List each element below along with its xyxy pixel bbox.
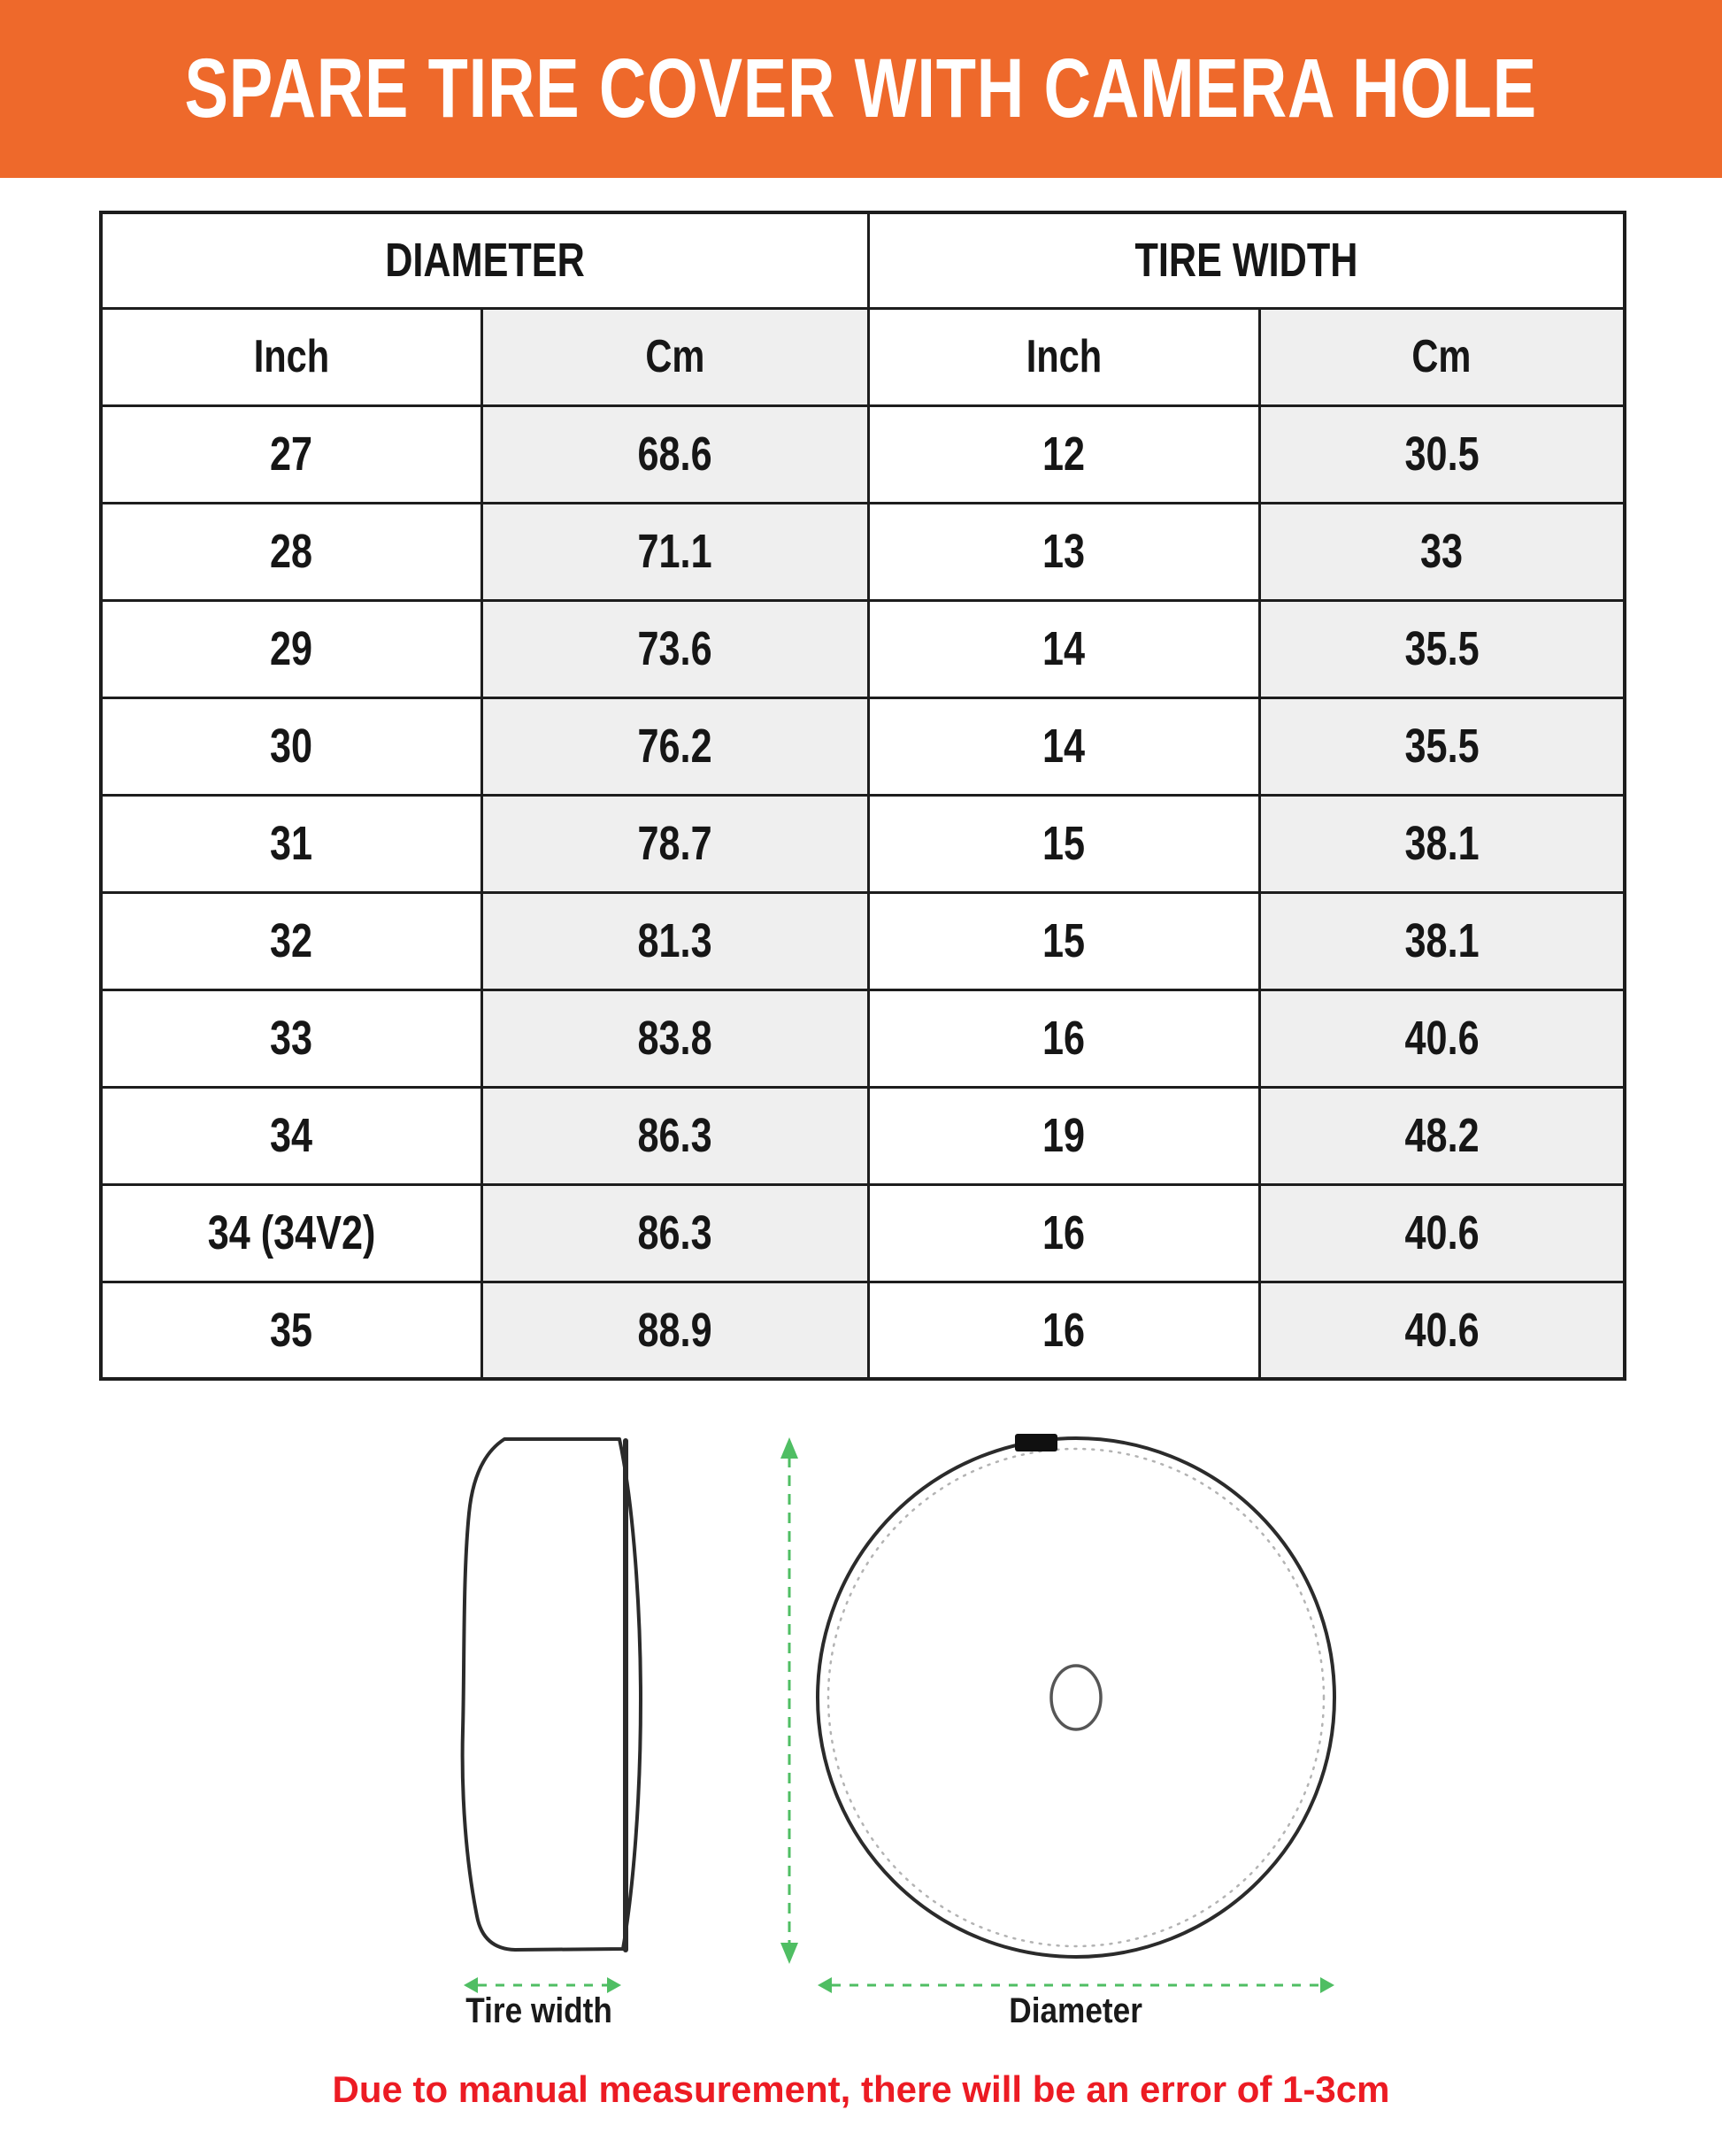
camera-hole <box>1015 1434 1057 1451</box>
diameter-group-header: DIAMETER <box>101 212 868 308</box>
table-cell: 33 <box>1259 503 1625 600</box>
table-group-header-row <box>101 212 1625 308</box>
table-cell: 14 <box>868 600 1259 697</box>
table-cell: 32 <box>101 892 481 989</box>
col-header-diameter-inch: Inch <box>101 308 481 405</box>
table-cell: 35.5 <box>1259 697 1625 795</box>
diameter-vertical-arrow <box>780 1437 798 1964</box>
table-row <box>101 892 1625 989</box>
table-cell: 16 <box>868 989 1259 1087</box>
table-cell: 86.3 <box>481 1087 868 1184</box>
tire-side-outline <box>463 1439 641 1950</box>
tire-diagram-svg <box>0 1381 1722 2156</box>
table-cell: 35 <box>101 1282 481 1379</box>
size-table <box>99 211 1626 1381</box>
table-cell: 81.3 <box>481 892 868 989</box>
table-cell: 15 <box>868 892 1259 989</box>
table-cell: 71.1 <box>481 503 868 600</box>
table-row <box>101 795 1625 892</box>
table-cell: 28 <box>101 503 481 600</box>
tire-front-view <box>818 1434 1334 1957</box>
table-row <box>101 1282 1625 1379</box>
table-cell: 33 <box>101 989 481 1087</box>
table-cell: 16 <box>868 1184 1259 1282</box>
table-row <box>101 503 1625 600</box>
tire-width-label: Tire width <box>465 1991 612 2030</box>
table-cell: 38.1 <box>1259 795 1625 892</box>
table-cell: 31 <box>101 795 481 892</box>
table-row <box>101 405 1625 503</box>
table-cell: 29 <box>101 600 481 697</box>
table-cell: 27 <box>101 405 481 503</box>
table-cell: 38.1 <box>1259 892 1625 989</box>
table-cell: 13 <box>868 503 1259 600</box>
col-header-diameter-cm: Cm <box>481 308 868 405</box>
table-subheader-row <box>101 308 1625 405</box>
table-cell: 48.2 <box>1259 1087 1625 1184</box>
table-row <box>101 697 1625 795</box>
table-cell: 78.7 <box>481 795 868 892</box>
measurement-diagram <box>0 1381 1722 2156</box>
center-hole <box>1051 1666 1101 1729</box>
banner <box>0 0 1722 178</box>
table-cell: 12 <box>868 405 1259 503</box>
table-cell: 16 <box>868 1282 1259 1379</box>
table-row <box>101 989 1625 1087</box>
table-cell: 68.6 <box>481 405 868 503</box>
table-row <box>101 1087 1625 1184</box>
col-header-width-inch: Inch <box>868 308 1259 405</box>
table-cell: 88.9 <box>481 1282 868 1379</box>
measurement-error-note: Due to manual measurement, there will be an error of 1-3cm <box>332 2068 1390 2110</box>
table-cell: 35.5 <box>1259 600 1625 697</box>
table-cell: 40.6 <box>1259 989 1625 1087</box>
diameter-label: Diameter <box>1009 1991 1143 2030</box>
tire-width-group-header: TIRE WIDTH <box>868 212 1625 308</box>
table-cell: 30 <box>101 697 481 795</box>
table-cell: 34 <box>101 1087 481 1184</box>
table-row <box>101 600 1625 697</box>
table-cell: 86.3 <box>481 1184 868 1282</box>
table-cell: 15 <box>868 795 1259 892</box>
table-cell: 76.2 <box>481 697 868 795</box>
page-title: SPARE TIRE COVER WITH CAMERA HOLE <box>184 42 1538 135</box>
table-cell: 73.6 <box>481 600 868 697</box>
table-cell: 19 <box>868 1087 1259 1184</box>
table-cell: 40.6 <box>1259 1184 1625 1282</box>
col-header-width-cm: Cm <box>1259 308 1625 405</box>
table-cell: 34 (34V2) <box>101 1184 481 1282</box>
table-cell: 40.6 <box>1259 1282 1625 1379</box>
table-cell: 83.8 <box>481 989 868 1087</box>
table-row <box>101 1184 1625 1282</box>
tire-side-view <box>463 1439 641 1950</box>
table-cell: 14 <box>868 697 1259 795</box>
table-cell: 30.5 <box>1259 405 1625 503</box>
